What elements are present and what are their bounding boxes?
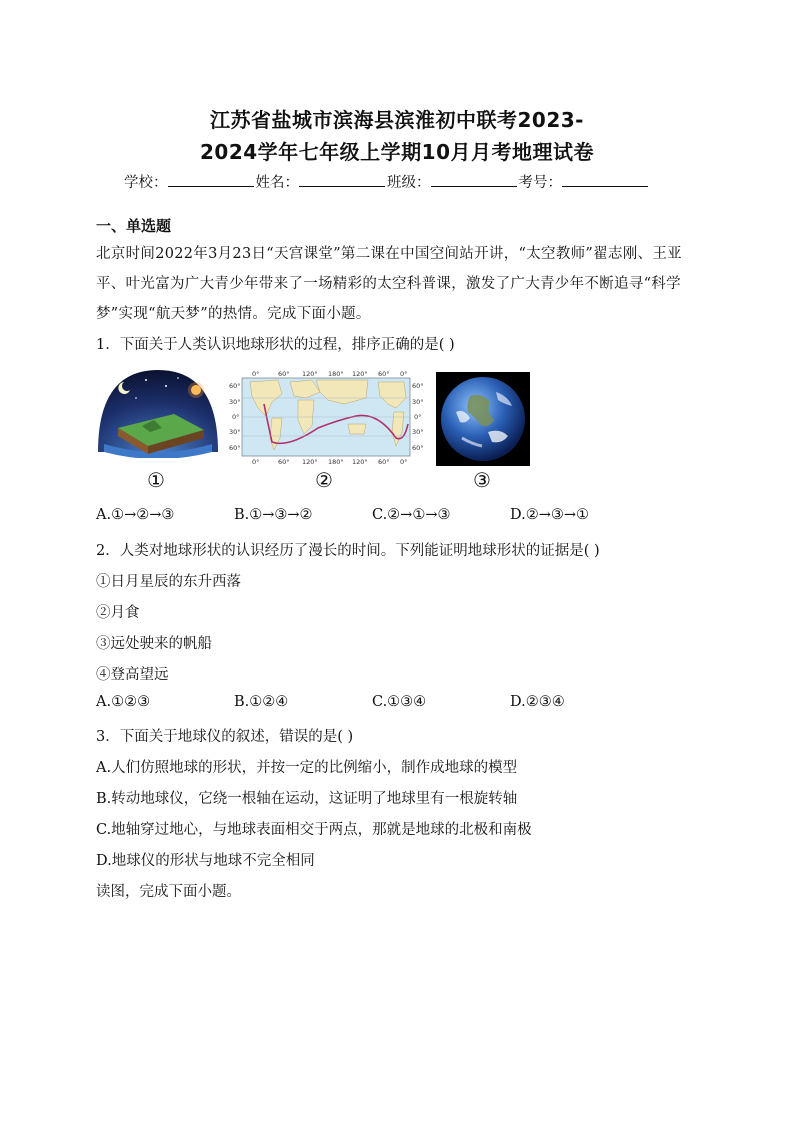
map-lon-label: 180° [328,370,344,378]
read-figure-instruction: 读图，完成下面小题。 [96,884,241,900]
q1-option-c[interactable]: C.②→①→③ [372,507,451,523]
school-field[interactable] [168,172,254,187]
map-lat-label: 30° [412,398,424,406]
question-1-stem: 1．下面关于人类认识地球形状的过程，排序正确的是( ) [96,337,455,353]
earth-photo-image [436,372,530,470]
map-lat-label: 30° [229,398,241,406]
map-lon-label: 60° [378,370,390,378]
map-lon-label: 120° [302,458,318,466]
class-field[interactable] [431,172,517,187]
map-lat-label: 30° [412,428,424,436]
q2-option-a[interactable]: A.①②③ [96,694,151,710]
image-caption-2: ② [315,468,333,492]
image-caption-3: ③ [473,468,491,492]
q3-option-c[interactable]: C.地轴穿过地心，与地球表面相交于两点，那就是地球的北极和南极 [96,822,532,838]
flat-earth-dome-image [96,368,220,462]
map-lat-label: 0° [232,413,240,421]
section-title: 一、单选题 [96,217,172,235]
map-lat-label: 60° [229,444,241,452]
q1-option-d[interactable]: D.②→③→① [510,507,590,523]
number-label: 考号： [518,175,562,191]
q2-item-2: ②月食 [96,605,140,621]
intro-paragraph: 北京时间2022年3月23日“天宫课堂”第二课在中国空间站开讲，“太空教师”翟志刚、王亚平、叶光富为广大青少年带来了一场精彩的太空科普课，激发了广大青少年不断追寻“科学梦”实现“航天梦”的热情。完成下面小题。 [96,246,682,322]
map-lat-label: 30° [229,428,241,436]
question-3-stem: 3．下面关于地球仪的叙述，错误的是( ) [96,729,354,745]
q2-option-b[interactable]: B.①②④ [234,694,289,710]
q3-option-b[interactable]: B.转动地球仪，它绕一根轴在运动，这证明了地球里有一根旋转轴 [96,791,518,807]
name-label: 姓名： [255,175,299,191]
q2-option-c[interactable]: C.①③④ [372,694,427,710]
q2-item-1: ①日月星辰的东升西落 [96,574,241,590]
student-info-row [124,171,650,192]
map-lat-label: 60° [229,382,241,390]
map-lon-label: 0° [252,458,260,466]
school-label: 学校： [124,175,168,191]
world-voyage-map [228,368,424,470]
image-caption-1: ① [147,468,165,492]
map-lon-label: 0° [252,370,260,378]
map-lon-label: 60° [278,370,290,378]
map-lat-label: 60° [412,382,424,390]
map-lon-label: 120° [352,370,368,378]
exam-title-line-1: 江苏省盐城市滨海县滨淮初中联考2023- [210,108,584,132]
map-lon-label: 0° [400,370,408,378]
map-lon-label: 120° [352,458,368,466]
question-2-stem: 2．人类对地球形状的认识经历了漫长的时间。下列能证明地球形状的证据是( ) [96,543,600,559]
number-field[interactable] [562,172,648,187]
q1-option-b[interactable]: B.①→③→② [234,507,313,523]
map-lat-label: 0° [414,413,422,421]
map-lat-label: 60° [412,444,424,452]
name-field[interactable] [299,172,385,187]
map-lon-label: 60° [378,458,390,466]
map-lon-label: 0° [400,458,408,466]
map-lon-label: 120° [302,370,318,378]
q3-option-d[interactable]: D.地球仪的形状与地球不完全相同 [96,853,315,869]
q2-option-d[interactable]: D.②③④ [510,694,565,710]
q3-option-a[interactable]: A.人们仿照地球的形状，并按一定的比例缩小，制作成地球的模型 [96,760,518,776]
map-lon-label: 60° [278,458,290,466]
q2-item-3: ③远处驶来的帆船 [96,636,212,652]
class-label: 班级： [387,175,431,191]
q2-item-4: ④登高望远 [96,667,169,683]
q1-option-a[interactable]: A.①→②→③ [96,507,175,523]
map-lon-label: 180° [328,458,344,466]
exam-title-line-2: 2024学年七年级上学期10月月考地理试卷 [200,140,594,164]
